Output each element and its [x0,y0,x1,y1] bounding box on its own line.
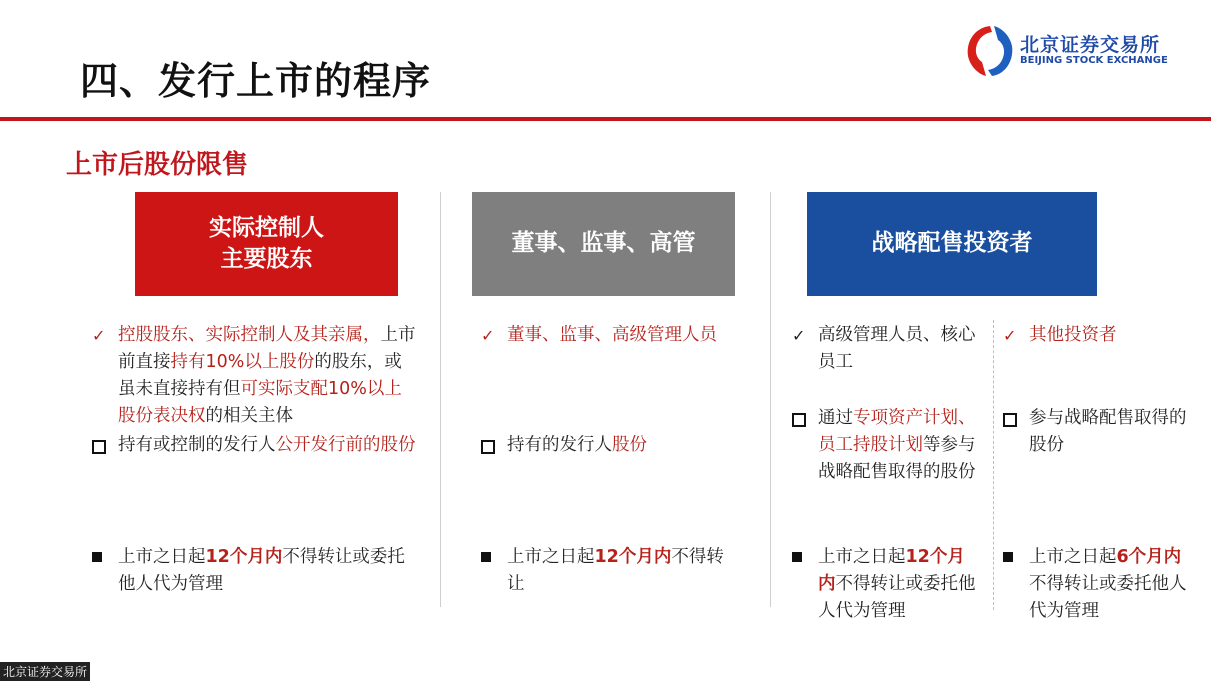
open-square-bullet-icon [792,405,812,436]
logo [964,22,1184,80]
column-divider [770,192,771,607]
logo-chinese-name: 北京证券交易所 [1020,34,1161,56]
section-title: 上市后股份限售 [66,150,249,180]
filled-square-bullet-icon [792,544,812,571]
filled-square-bullet-icon [1003,544,1023,571]
filled-square-bullet-icon [481,544,501,571]
footer-label: 北京证券交易所 [0,662,90,681]
check-icon: ✓ [792,326,806,345]
filled-square-bullet-icon [92,544,112,571]
heading-strategic: 战略配售投资者 [807,192,1097,296]
open-square-bullet-icon [1003,405,1023,436]
logo-english-name: BEIJING STOCK EXCHANGE [1020,55,1168,66]
open-square-bullet-icon [481,432,501,463]
open-square-bullet-icon [92,432,112,463]
heading-controller-line1: 实际控制人 [209,214,324,241]
check-icon: ✓ [1003,326,1017,345]
column-divider [440,192,441,607]
page-title: 四、发行上市的程序 [80,59,432,103]
exchange-logo-icon [964,22,1016,80]
subcolumn-divider [993,320,994,610]
heading-controller [135,192,398,296]
heading-directors: 董事、监事、高管 [472,192,735,296]
check-icon: ✓ [92,326,106,345]
title-divider [0,117,1211,121]
heading-controller-line2: 主要股东 [220,246,313,272]
check-icon: ✓ [481,326,495,345]
